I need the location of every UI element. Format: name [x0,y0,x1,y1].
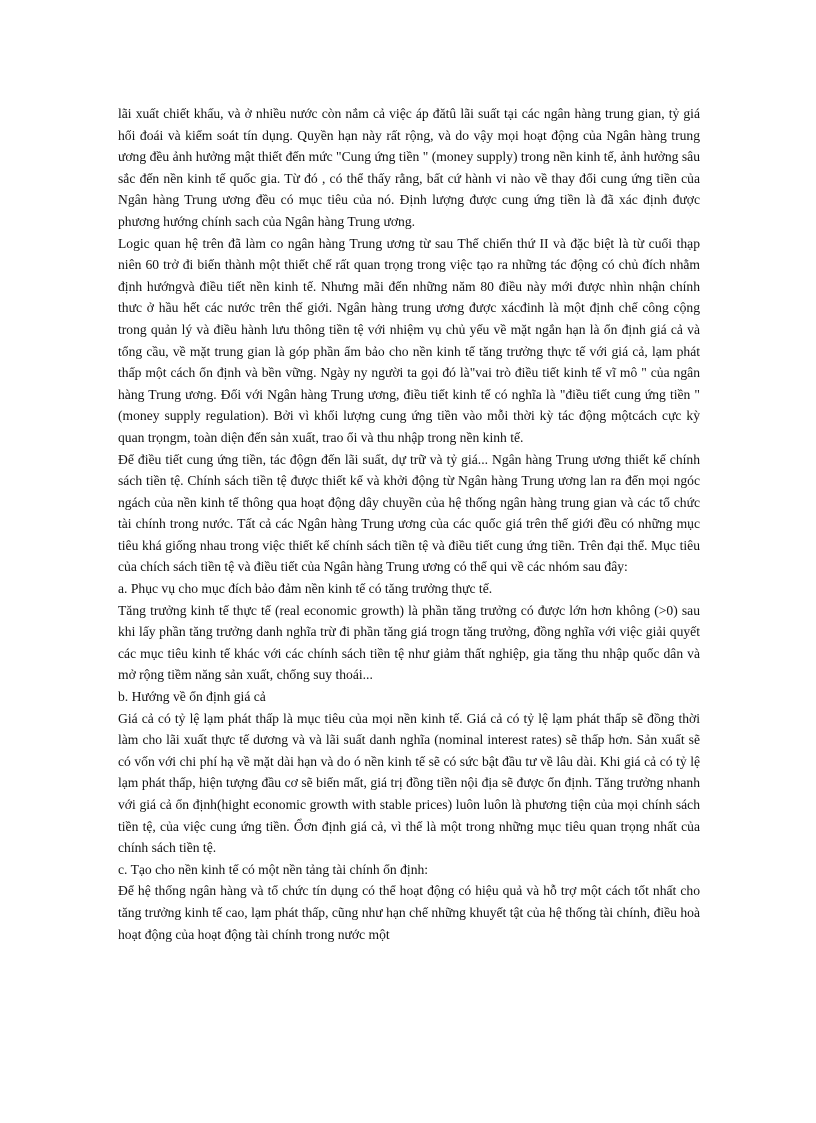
document-page [118,103,700,945]
paragraph-financial-foundation: Để hệ thống ngân hàng và tổ chức tín dụng có thể hoạt động có hiệu quả và hỗ trợ một cách tốt nhất cho tăng trưởng kinh tế cao, lạm phát thấp, cũng như hạn chế những khuyết tật của hệ thống tài chính, điều hoà hoạt động của hoạt động tài chính trong nước một [118,883,700,942]
paragraph-macro-regulation-role: Logic quan hệ trên đã làm co ngân hàng Trung ương từ sau Thế chiến thứ II và đặc biệt là từ cuối thạp niên 60 trở đi biến thành một thiết chế rất quan trọng trong việc tạo ra những tác động có chủ đích nhằm định hướngvà điều tiết nền kinh tế. Nhưng mãi đến những năm 80 điều này mới được nhìn nhận chính thưc ở hầu hết các nước trên thế giới. Ngân hàng trung ương được xácđinh là một định chế công cộng trong quản lý và điều hành lưu thông tiền tệ với nhiệm vụ chủ yếu về mặt ngắn hạn là ổn định giá cả và tổng cầu, về mặt trung gian là góp phần ẩm bảo cho nền kinh tế tăng trưởng thực tế với giá cả, lạm phát thấp một cách ổn định và bền vững. Ngày ny người ta gọi đó là"vai trò điều tiết kinh tế vĩ mô " của ngân hàng Trung ương. Đối với Ngân hàng Trung ương, điều tiết kinh tế có nghĩa là "điều tiết cung ứng tiền " (money supply regulation). Bởi vì khối lượng cung ứng tiền vào mỗi thời kỳ tác động mộtcách cực kỳ quan trọngm, toàn diện đến sản xuất, trao ổi và thu nhập trong nền kinh tế. [118,235,700,445]
heading-goal-c: c. Tạo cho nền kinh tế có một nền tảng tài chính ổn định: [118,861,429,877]
heading-goal-a: a. Phục vụ cho mục đích bảo đảm nền kinh tế có tăng trưởng thực tế. [118,581,493,597]
paragraph-monetary-policy-design: Để điều tiết cung ứng tiền, tác độgn đến lãi suất, dự trữ và tỷ giá... Ngân hàng Trung ương thiết kế chính sách tiền tệ. Chính sách tiền tệ được thiết kế và khởi động từ Ngân hàng Trung ương lan ra đến mọi ngóc ngách của nền kinh tế thông qua hoạt động dây chuyền của hệ thống ngân hàng trung gian và các tổ chức tài chính trong nước. Tất cả các Ngân hàng Trung ương của các quốc giá trên thế giới đều có những mục tiêu khá giống nhau trong việc thiết kế chính sách tiền tệ và điều tiết cung ứng tiền. Trên đại thể. Mục tiêu của chích sách tiền tệ và điều tiết của Ngân hàng Trung ương có thể qui về các nhóm sau đây: [118,451,700,575]
paragraph-real-growth: Tăng trưởng kinh tế thực tế (real economic growth) là phần tăng trưởng có được lớn hơn không (>0) sau khi lấy phần tăng trưởng danh nghĩa trừ đi phần tăng giá trogn tăng trưởng, đồng nghĩa với việc giải quyết các mục tiêu kinh tế khác với các chính sách tiền tệ như giảm thất nghiệp, gia tăng thu nhập quốc dân và mở rộng tiềm năng sản xuất, chống suy thoái... [118,602,700,683]
heading-goal-b: b. Hướng về ổn định giá cả [118,689,266,705]
paragraph-central-bank-powers: lãi xuất chiết khấu, và ở nhiều nước còn nắm cả việc áp đătû lãi suất tại các ngân hàng trung gian, tỷ giá hối đoái và kiểm soát tín dụng. Quyền hạn này rất rộng, và do vậy mọi hoạt động của Ngân hàng trung ương đều ảnh hưởng mật thiết đến mức "Cung ứng tiền " (money supply) trong nền kinh tế, ảnh hưởng sâu sắc đến nền kinh tế quốc gia. Từ đó , có thể thấy rằng, bất cứ hành vi nào về thay đổi cung ứng tiền của Ngân hàng Trung ương đều có mục tiêu của nó. Định lượng được cung ứng tiền là đã xác định được phương hướng chính sach của Ngân hàng Trung ương. [118,106,700,229]
paragraph-price-stability: Giá cả có tỷ lệ lạm phát thấp là mục tiêu của mọi nền kinh tế. Giá cả có tỷ lệ lạm phát thấp sẽ đồng thời làm cho lãi xuất thực tế dương và và lãi suất danh nghĩa (nominal interest rates) sẽ thấp hơn. Sản xuất sẽ có vốn với chi phí hạ về mặt dài hạn và do ó nền kinh tế sẽ có sức bật đầu tư về lâu dài. Khi giá cả có tỷ lệ lạm phát thấp, hiện tượng đầu cơ sẽ biến mất, giá trị đồng tiền nội địa sẽ được ổn định. Tăng trưởng nhanh với giá cả ổn định(hight economic growth with stable prices) luôn luôn là phương tiện của mọi chính sách tiền tệ, của việc cung ứng tiền. Ổơn định giá cả, vì thế là một trong những mục tiêu quan trọng nhất của chính sách tiền tệ. [118,710,700,856]
